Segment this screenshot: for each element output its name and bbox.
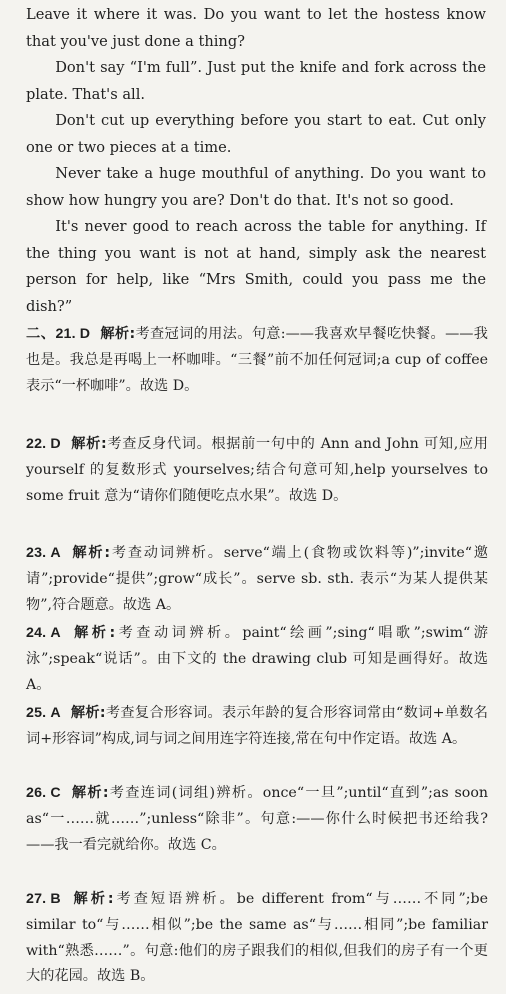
analysis-text: 考查连词(词组)辨析。once“一旦”;until“直到”;as soon as“一……就……”;unless“除非”。句意:——你什么时候把书还给我?——我一看完就给你。故选 C。 <box>26 785 488 853</box>
analysis-text: 考查冠词的用法。句意:——我喜欢早餐吃快餐。——我也是。我总是再喝上一杯咖啡。“三餐”前不加任何冠词;a cup of coffee 表示“一杯咖啡”。故选 D。 <box>26 326 488 394</box>
analysis-label: 解析: <box>70 545 111 561</box>
analysis-text: 考查复合形容词。表示年龄的复合形容词常由“数词+单数名词+形容词”构成,词与词之间用连字符连接,常在句中作定语。故选 A。 <box>26 705 488 747</box>
analysis-label: 解析: <box>100 326 136 342</box>
answer-letter: D <box>79 326 91 342</box>
analysis-text: 考查反身代词。根据前一句中的 Ann and John 可知,应用 yourself 的复数形式 yourselves;结合句意可知,help yourselves to some fruit 意为“请你们随便吃点水果”。故选 D。 <box>26 436 488 504</box>
answer-letter: C <box>50 785 61 801</box>
analysis-label: 解析: <box>70 785 109 801</box>
question-number: 二、21. <box>26 326 76 342</box>
answer-letter: B <box>50 891 61 907</box>
question-27 <box>26 887 488 990</box>
passage-paragraph: Don't cut up everything before you start to eat. Cut only one or two pieces at a time. <box>26 112 486 156</box>
question-number: 25. <box>26 705 47 721</box>
question-number: 23. <box>26 545 47 561</box>
passage-paragraph: Never take a huge mouthful of anything. Do you want to show how hungry you are? Don't do that. It's not so good. <box>26 165 486 209</box>
question-21 <box>26 322 488 399</box>
analysis-text: 考查动词辨析。serve“端上(食物或饮料等)”;invite“邀请”;provide“提供”;grow“成长”。serve sb. sth. 表示“为某人提供某物”,符合题意。故选 A。 <box>26 545 488 613</box>
analysis-label: 解析: <box>70 625 116 641</box>
question-25 <box>26 701 488 753</box>
question-number: 24. <box>26 625 47 641</box>
analysis-text: 考查动词辨析。paint“绘画”;sing“唱歌”;swim“游泳”;speak“说话”。由下文的 the drawing club 可知是画得好。故选 A。 <box>26 625 488 693</box>
passage-paragraph: Don't say “I'm full”. Just put the knife and fork across the plate. That's all. <box>26 59 486 103</box>
analysis-label: 解析: <box>70 891 114 907</box>
question-24 <box>26 621 488 698</box>
question-23 <box>26 541 488 618</box>
question-22 <box>26 432 488 509</box>
question-number: 22. <box>26 436 47 452</box>
passage-paragraph: Leave it where it was. Do you want to let the hostess know that you've just done a thing? <box>26 6 486 50</box>
analysis-label: 解析: <box>70 436 107 452</box>
answer-letter: D <box>50 436 61 452</box>
question-26 <box>26 781 488 858</box>
answer-letter: A <box>50 545 61 561</box>
question-number: 27. <box>26 891 47 907</box>
passage-paragraph: It's never good to reach across the table for anything. If the thing you want is not at hand, simply ask the nearest person for help, like “Mrs Smith, could you pass me the dish?” <box>26 218 486 315</box>
analysis-label: 解析: <box>70 705 106 721</box>
question-number: 26. <box>26 785 47 801</box>
answer-letter: A <box>50 705 61 721</box>
answer-letter: A <box>50 625 61 641</box>
analysis-text: 考查短语辨析。be different from“与……不同”;be similar to“与……相似”;be the same as“与……相同”;be familiar with“熟悉……”。句意:他们的房子跟我们的相似,但我们的房子有一个更大的花园。故选 B。 <box>26 891 488 985</box>
